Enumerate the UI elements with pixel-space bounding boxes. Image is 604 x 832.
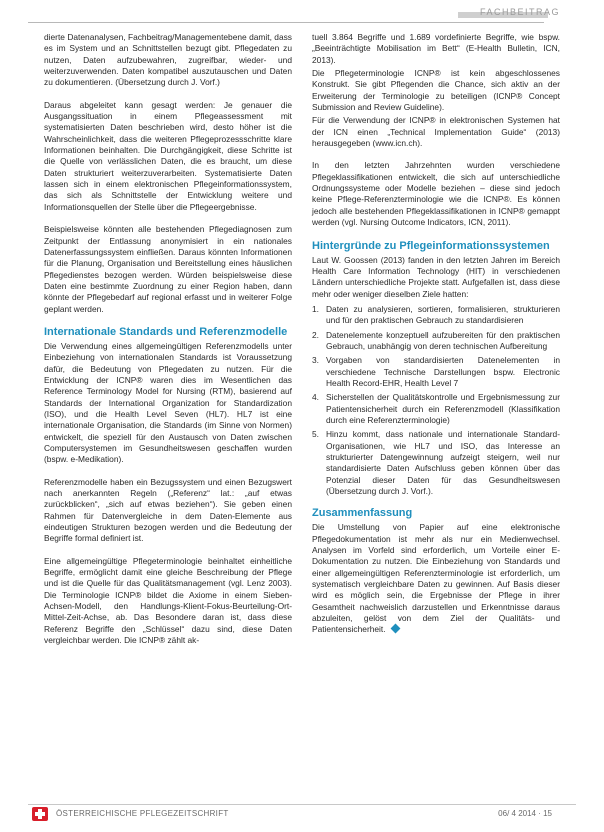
page-footer xyxy=(28,804,576,822)
issue-page-number: 06/ 4 2014 · 15 xyxy=(498,809,552,818)
section-heading: Hintergründe zu Pflegeinformationssystemen xyxy=(312,239,550,252)
paragraph: Die Pflegeterminologie ICNP® ist kein abgeschlossenes Konstrukt. Sie gibt Pflegenden die Chance, sich aktiv an der Erweiterung der Terminologie zu beteiligen (ICNP® Concept Submission and Review Guideline). xyxy=(312,68,560,113)
right-column xyxy=(312,32,560,647)
paragraph: Laut W. Goossen (2013) fanden in den letzten Jahren im Bereich Health Care Information Technology (HIT) in verschiedenen Ländern unterschiedliche Projekte statt. Aufgefallen ist, dass diese mehr oder weniger dieselben Ziele hatten: xyxy=(312,254,560,299)
left-column xyxy=(44,32,292,658)
paragraph: Die Umstellung von Papier auf eine elektronische Pflegedokumentation ist mehr als nur ein Medienwechsel. Analysen im Vorfeld sind erforderlich, um Vorteile einer E-Dokumentation zu nutzen. Die Einbeziehung von Standards und einer allgemeingültigen Referenzterminologie ist erforderlich, um systematisch vergleichbare Daten zu gewinnen. Auf Basis dieser wird es möglich sein, die Ergebnisse der Pflege in ihrer Gesamtheit nachweislich darzustellen und Erkenntnisse daraus abzuleiten, gelöst von dem Ziel der Qualitäts- und Patientensicherheit. xyxy=(312,522,560,635)
paragraph: dierte Datenanalysen, Fachbeitrag/Managementebene damit, dass es im System und an Schnittstellen bezugt gibt. Pflegedaten zu nutzen, Daten aufzubewahren, zugreifbar, wieder- und weiterzuverwenden. Daten kompatibel auszutauschen und Daten zu dokumentieren. (Übersetzung durch J. Vorf.) xyxy=(44,32,292,88)
paragraph: Daraus abgeleitet kann gesagt werden: Je genauer die Ausgangssituation in einem Pflegeassessment mit systematisierten Daten beschrieben wird, desto höher ist die Wahrscheinlichkeit, dass die weiteren Pflegeprozessschritte klare Informationen beinhalten. Die Durchgängigkeit, diese Schritte ist die Quelle von verlässlichen Daten, die es braucht, um diese Daten strukturiert weiterzuverarbeiten. Systematisierte Daten lassen sich in einem elektronischen Pflegeinformationssystem, das sich als Schnittstelle der Entwicklung weitere und Informationsquellen der Stelle über die Pflegeergebnisse. xyxy=(44,99,292,212)
list-item: 5. Hinzu kommt, dass nationale und internationale Standard-Organisationen, wie HL7 und ISO, das Interesse an strukturierter Datengewinnung aufzeigt steigern, weil nur standardisierte Daten Aufschluss geben können über das Potenzial dieser Daten für das Gesundheitswesen (Übersetzung durch J. Vorf.). xyxy=(312,429,560,497)
paragraph: In den letzten Jahrzehnten wurden verschiedene Pflegeklassifikationen entwickelt, die sich auf unterschiedliche Ordnungssysteme oder Modelle beziehen – diese sind jedoch keine Pflege-Referenzterminologie wie die ICNP®. Es können jedoch alle bestehenden Pflegeklassifikationen in ICNP® gemappt werden (vgl. Nursing Outcome Indicators, ICN, 2011). xyxy=(312,160,560,228)
paragraph: tuell 3.864 Begriffe und 1.689 vordefinierte Begriffe, wie bspw. „Beeinträchtigte Mobilisation im Bett“ (E-Health Bulletin, ICN, 2013). xyxy=(312,32,560,65)
section-label: FACHBEITRAG xyxy=(479,7,560,17)
journal-name: ÖSTERREICHISCHE PFLEGEZEITSCHRIFT xyxy=(56,809,229,818)
paragraph: Eine allgemeingültige Pflegeterminologie beinhaltet einheitliche Begriffe, ermöglicht damit eine gleiche Beschreibung der Pflege und ist die Quelle für das Qualitätsmanagement (vgl. Lenz 2003). Die Terminologie ICNP® bildet die Axiome in einem Sieben-Achsen-Modell, den Handlungs-Klient-Fokus-Beurteilung-Ort-Mittel-Zeit-Achse, ab. Das Besondere daran ist, dass diese Referenz Begriffe den „Schlüssel“ dazu sind, diese Daten vergleichbar werden. Die ICNP® zählt ak- xyxy=(44,555,292,646)
end-of-article-icon xyxy=(390,624,400,634)
list-item: 4. Sicherstellen der Qualitätskontrolle und Ergebnismessung zur Patientensicherheit durch ein Referenzmodell (Klassifikation durch eine Referenzterminologie) xyxy=(312,392,560,425)
paragraph: Die Verwendung eines allgemeingültigen Referenzmodells unter Einbeziehung von internationalen Standards ist Voraussetzung dafür, die Bedeutung von Pflegedaten zu nutzen. Für die Entwicklung der ICNP® waren dies im Wesentlichen das Reference Terminology Model for Nursing (RTM), basierend auf Standards der International Organization for Standardization (ISO), und die Health Level Seven (HL7). HL7 ist eine internationale Organisation, die Standards (im Sinne von Normen) entwickelt, die speziell für den Austausch von Daten zwischen Computersystemen im Gesundheitswesen geschaffen wurden (bspw. e-Medikation). xyxy=(44,340,292,465)
paragraph: Für die Verwendung der ICNP® in elektronischen Systemen hat der ICN einen „Technical Implementation Guide“ (2013) herausgegeben (www.icn.ch). xyxy=(312,115,560,149)
list-item: 1. Daten zu analysieren, sortieren, formalisieren, strukturieren und für den praktischen Gebrauch zu standardisieren xyxy=(312,303,560,326)
paragraph: Beispielsweise könnten alle bestehenden Pflegediagnosen zum Zeitpunkt der Entlassung anonymisiert in ein nationales Datenerfassungssystem einfließen. Daraus könnten Informationen für die Planung, Organisation und Bereitstellung eines häuslichen Pflegedienstes bezogen werden. Würden beispielsweise diese Daten eine bestimmte Zuordnung zu einer Region haben, dann könnte der Pflegebedarf auf regional erfasst und in weiterer Folge geplant werden. xyxy=(44,224,292,314)
section-heading: Zusammenfassung xyxy=(312,507,413,520)
paragraph: Referenzmodelle haben ein Bezugssystem und einen Bezugswert nach anerkannten Regeln („Referenz“ lat.: „auf etwas zurückblicken“, „sich auf etwas beziehen“). Sie geben einen Rahmen für Datenvergleiche in dem Daten-Elemente aus eindeutigen Strukturen bezogen werden und die Bedeutung der Begriffe formal definiert ist. xyxy=(44,476,292,544)
section-heading: Internationale Standards und Referenzmodelle xyxy=(44,325,288,338)
list-item: 3. Vorgaben von standardisierten Datenelementen in verschiedene Technische Darstellungen bspw. Electronic Health Record-EHR, Health Level 7 xyxy=(312,355,560,388)
list-item: 2. Datenelemente konzeptuell aufzubereiten für den praktischen Gebrauch, unabhängig von deren technischen Aufbereitung xyxy=(312,329,560,351)
goals-list xyxy=(312,304,560,498)
header-rule xyxy=(28,22,544,23)
journal-logo-icon xyxy=(32,807,48,821)
